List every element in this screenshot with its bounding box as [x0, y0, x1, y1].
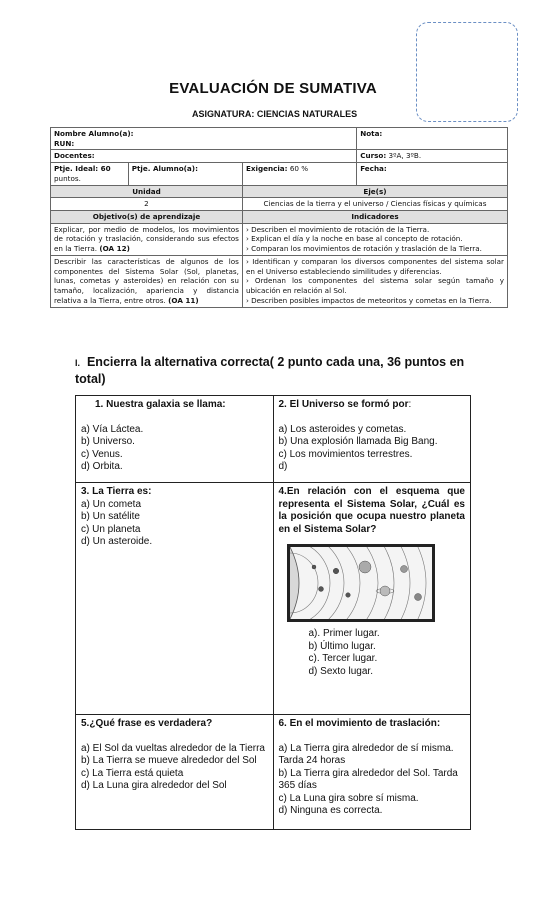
ejes-value: Ciencias de la tierra y el universo / Ciencias físicas y químicas — [242, 198, 507, 211]
indicators-2 — [242, 255, 507, 307]
ptje-alumno-cell[interactable] — [128, 163, 242, 185]
ptje-ideal-label: Ptje. Ideal: 60 — [54, 164, 111, 174]
planet-8 — [414, 594, 421, 601]
unidad-header: Unidad — [51, 185, 243, 198]
docentes-label: Docentes: — [54, 151, 95, 161]
unidad-value: 2 — [51, 198, 243, 211]
question-5-option[interactable]: c) La Tierra está quieta — [81, 767, 184, 779]
question-2-title: 2. El Universo se formó por — [278, 399, 409, 410]
question-6 — [273, 715, 471, 830]
question-4-options — [309, 628, 466, 678]
fecha-label: Fecha: — [360, 164, 387, 174]
ptje-ideal-unit: puntos. — [54, 173, 81, 183]
section-numeral: I. — [75, 358, 81, 368]
question-4-option[interactable]: b) Último lugar. — [308, 640, 376, 652]
question-5-option[interactable]: b) La Tierra se mueve alrededor del Sol — [81, 755, 257, 766]
question-2-option[interactable]: d) — [278, 461, 288, 472]
question-4-option[interactable]: a). Primer lugar. — [308, 628, 380, 639]
ptje-ideal-cell — [51, 163, 129, 185]
planet-1 — [312, 565, 316, 569]
question-6-option[interactable]: d) Ninguna es correcta. — [278, 805, 383, 816]
planet-6 — [380, 586, 390, 596]
docentes-cell — [51, 150, 357, 163]
question-3-option[interactable]: b) Un satélite — [81, 511, 140, 522]
grade-stamp-box — [416, 22, 518, 122]
question-1 — [76, 396, 274, 483]
curso-cell — [357, 150, 508, 163]
student-name-label: Nombre Alumno(a): — [54, 129, 134, 138]
objective-1 — [51, 223, 243, 255]
question-4-title: 4.En relación con el esquema que representa el Sistema Solar, ¿Cuál es la posición que ocupa nuestro planeta en el Sistema Solar? — [278, 486, 465, 535]
question-6-option[interactable]: b) La Tierra gira alrededor del Sol. Tarda 365 días — [278, 767, 458, 791]
ejes-header: Eje(s) — [242, 185, 507, 198]
indicator-item: › Describen el movimiento de rotación de la Tierra. — [245, 224, 430, 234]
run-label: RUN: — [54, 138, 75, 148]
question-5-title: 5.¿Qué frase es verdadera? — [81, 718, 213, 729]
question-4-option[interactable]: d) Sexto lugar. — [308, 665, 373, 677]
nota-label: Nota: — [360, 129, 383, 138]
questions-table — [75, 395, 471, 830]
question-1-option[interactable]: a) Vía Láctea. — [81, 423, 144, 435]
objective-1-code: (OA 12) — [99, 244, 130, 254]
indicator-item: › Ordenan los componentes del sistema solar según tamaño y ubicación en relación al Sol. — [245, 276, 504, 296]
section-instruction-text: Encierra la alternativa correcta( 2 punto cada una, 36 puntos en total) — [75, 355, 465, 386]
question-1-option[interactable]: b) Universo. — [81, 436, 135, 447]
student-info-table — [50, 127, 508, 308]
question-2-option[interactable]: b) Una explosión llamada Big Bang. — [278, 436, 438, 447]
question-6-title: 6. En el movimiento de traslación: — [278, 718, 441, 729]
question-2-title-colon: : — [408, 399, 412, 410]
objetivos-header: Objetivo(s) de aprendizaje — [51, 211, 243, 224]
indicators-1 — [242, 223, 507, 255]
question-5-option[interactable]: d) La Luna gira alrededor del Sol — [81, 780, 227, 791]
question-6-option[interactable]: c) La Luna gira sobre sí misma. — [278, 792, 419, 804]
page-title: EVALUACIÓN DE SUMATIVA — [169, 80, 377, 97]
question-1-option[interactable]: d) Orbita. — [81, 461, 123, 472]
indicator-item: › Identifican y comparan los diversos componentes del sistema solar en el Universo estableciendo similitudes y diferencias. — [245, 256, 504, 276]
ptje-alumno-label: Ptje. Alumno(a): — [131, 164, 198, 174]
curso-value: 3ºA, 3ºB. — [388, 151, 422, 161]
question-5 — [76, 715, 274, 830]
objective-2 — [51, 255, 243, 307]
objective-1-text: Explicar, por medio de modelos, los movimientos de rotación y traslación, considerando sus efectos en la Tierra. — [54, 224, 239, 254]
indicator-item: › Describen posibles impactos de meteoritos y cometas en la Tierra. — [245, 295, 492, 305]
objective-2-text: Describir las características de algunos de los componentes del Sistema Solar (Sol, planetas, lunas, cometas y asteroides) en relación con su tamaño, localización, apariencia y distancia relativa a la Tierra, entre otros. — [54, 256, 239, 305]
indicadores-header: Indicadores — [242, 211, 507, 224]
question-5-option[interactable]: a) El Sol da vueltas alrededor de la Tierra — [81, 742, 265, 754]
question-6-option[interactable]: a) La Tierra gira alrededor de sí misma. Tarda 24 horas — [278, 742, 454, 766]
indicator-item: › Comparan los movimientos de rotación y traslación de la Tierra. — [245, 244, 482, 254]
objective-2-code: (OA 11) — [168, 295, 199, 305]
planet-5 — [359, 561, 371, 573]
question-4 — [273, 483, 471, 715]
curso-label: Curso: — [360, 151, 387, 161]
question-2-option[interactable]: a) Los asteroides y cometas. — [278, 423, 407, 435]
question-3-option[interactable]: c) Un planeta — [81, 523, 141, 535]
subject-title: ASIGNATURA: CIENCIAS NATURALES — [192, 109, 358, 119]
question-3-title: 3. La Tierra es: — [81, 486, 152, 497]
solar-system-image — [290, 547, 432, 619]
planet-2 — [318, 587, 323, 592]
exigencia-label: Exigencia: — [245, 164, 288, 174]
exigencia-value: 60 % — [289, 164, 309, 174]
planet-3 — [333, 568, 339, 574]
solar-system-diagram — [287, 544, 435, 622]
question-3 — [76, 483, 274, 715]
question-2 — [273, 396, 471, 483]
question-3-option[interactable]: a) Un cometa — [81, 498, 142, 510]
question-3-option[interactable]: d) Un asteroide. — [81, 536, 153, 547]
planet-7 — [400, 566, 407, 573]
section-instruction — [75, 354, 471, 387]
planet-4 — [345, 593, 350, 598]
question-4-option[interactable]: c). Tercer lugar. — [308, 653, 378, 664]
indicator-item: › Explican el día y la noche en base al concepto de rotación. — [245, 234, 463, 244]
question-1-title: 1. Nuestra galaxia se llama: — [95, 399, 226, 410]
question-1-option[interactable]: c) Venus. — [81, 448, 123, 460]
exigencia-cell — [242, 163, 356, 185]
fecha-cell[interactable] — [357, 163, 508, 185]
question-2-option[interactable]: c) Los movimientos terrestres. — [278, 448, 413, 460]
nota-cell[interactable] — [357, 128, 508, 150]
student-name-cell[interactable] — [51, 128, 357, 150]
